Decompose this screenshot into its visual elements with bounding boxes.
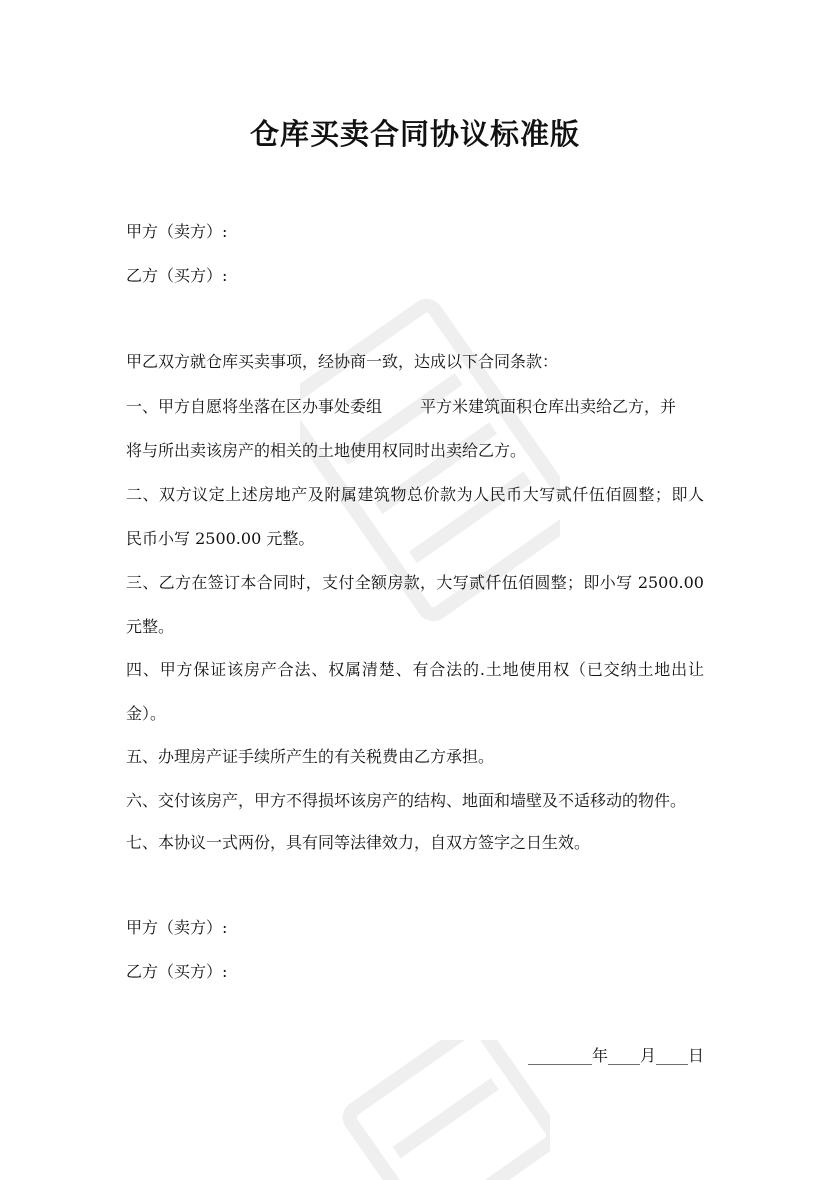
party-a-label: 甲方（卖方）: [126,222,228,241]
signature-party-a-label: 甲方（卖方）: [126,918,228,937]
signing-date-line: ________年____月____日 [527,1046,704,1065]
intro-paragraph: 甲乙双方就仓库买卖事项，经协商一致，达成以下合同条款： [126,352,559,371]
clause-3-line-1: 三、乙方在签订本合同时，支付全额房款，大写贰仟伍佰圆整；即小写 2500.00 [126,573,704,592]
clause-1-text-a: 一、甲方自愿将坐落在区办事处委组 [126,397,383,416]
party-b-label: 乙方（买方）: [126,266,228,285]
clause-5: 五、办理房产证手续所产生的有关税费由乙方承担。 [126,747,495,766]
clause-6: 六、交付该房产，甲方不得损坏该房产的结构、地面和墙壁及不适移动的物件。 [126,791,687,810]
signature-party-b-label: 乙方（买方）: [126,962,228,981]
watermark-fragment-icon [330,1040,550,1180]
document-title: 仓库买卖合同协议标准版 [249,117,580,151]
clause-1-line-2: 将与所出卖该房产的相关的土地使用权同时出卖给乙方。 [126,441,527,460]
clause-4-line-1: 四、甲方保证该房产合法、权属清楚、有合法的.土地使用权（已交纳土地出让 [126,660,704,679]
clause-1-line-1 [126,397,676,417]
clause-1-text-b: 平方米建筑面积仓库出卖给乙方，并 [420,397,677,416]
clause-3-line-2: 元整。 [126,617,175,636]
clause-4-line-2: 金）。 [126,704,167,723]
clause-2-line-2: 民币小写 2500.00 元整。 [126,529,315,548]
clause-2-line-1: 二、双方议定上述房地产及附属建筑物总价款为人民币大写贰仟伍佰圆整；即人 [126,485,704,504]
clause-7: 七、本协议一式两份，具有同等法律效力，自双方签字之日生效。 [126,833,591,852]
